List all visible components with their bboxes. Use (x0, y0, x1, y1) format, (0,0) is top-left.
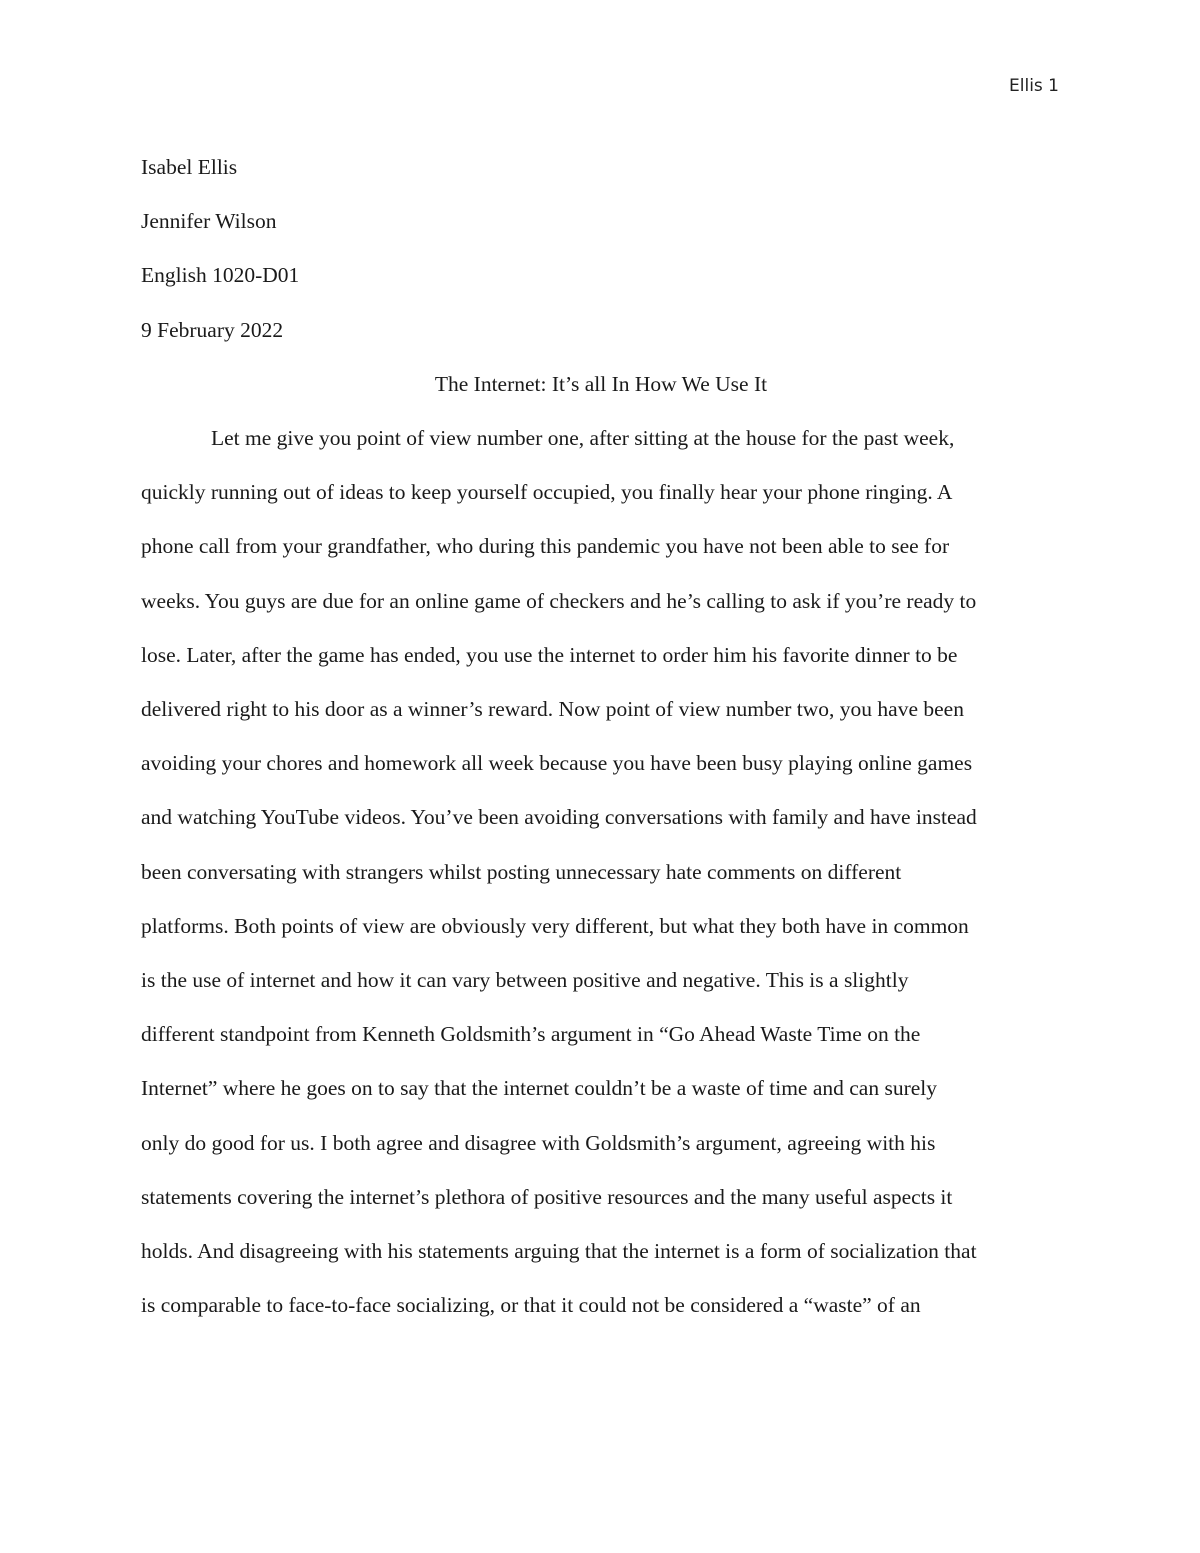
paragraph-line: quickly running out of ideas to keep yourself occupied, you finally hear your phone ringing. A (141, 480, 953, 505)
paragraph-line: been conversating with strangers whilst posting unnecessary hate comments on different (141, 859, 902, 884)
essay-paragraph (141, 411, 1061, 1332)
paragraph-line: different standpoint from Kenneth Goldsmith’s argument in “Go Ahead Waste Time on the (141, 1022, 921, 1047)
paragraph-line: is the use of internet and how it can vary between positive and negative. This is a slightly (141, 968, 909, 993)
paragraph-line: Let me give you point of view number one, after sitting at the house for the past week, (211, 426, 955, 451)
paragraph-line: statements covering the internet’s plethora of positive resources and the many useful aspects it (141, 1184, 953, 1209)
paragraph-line: platforms. Both points of view are obviously very different, but what they both have in common (141, 913, 969, 938)
paragraph-line: Internet” where he goes on to say that the internet couldn’t be a waste of time and can surely (141, 1076, 938, 1101)
paragraph-line: is comparable to face-to-face socializing, or that it could not be considered a “waste” of an (141, 1293, 921, 1318)
paragraph-line: lose. Later, after the game has ended, you use the internet to order him his favorite dinner to be (141, 642, 958, 667)
instructor-name: Jennifer Wilson (141, 209, 277, 234)
paragraph-line: only do good for us. I both agree and disagree with Goldsmith’s argument, agreeing with his (141, 1130, 936, 1155)
paragraph-line: weeks. You guys are due for an online game of checkers and he’s calling to ask if you’re ready to (141, 588, 977, 613)
paragraph-line: holds. And disagreeing with his statements arguing that the internet is a form of socialization that (141, 1239, 977, 1264)
paragraph-line: phone call from your grandfather, who during this pandemic you have not been able to see for (141, 534, 950, 559)
running-header: Ellis 1 (1009, 76, 1059, 96)
document-body (141, 140, 1061, 1332)
essay-date: 9 February 2022 (141, 317, 284, 342)
paragraph-line: and watching YouTube videos. You’ve been avoiding conversations with family and have instead (141, 805, 977, 830)
essay-title: The Internet: It’s all In How We Use It (434, 371, 768, 396)
paragraph-line: avoiding your chores and homework all week because you have been busy playing online games (141, 751, 973, 776)
paragraph-line: delivered right to his door as a winner’s reward. Now point of view number two, you have been (141, 697, 964, 722)
course-name: English 1020-D01 (141, 263, 300, 288)
student-name: Isabel Ellis (141, 155, 238, 179)
